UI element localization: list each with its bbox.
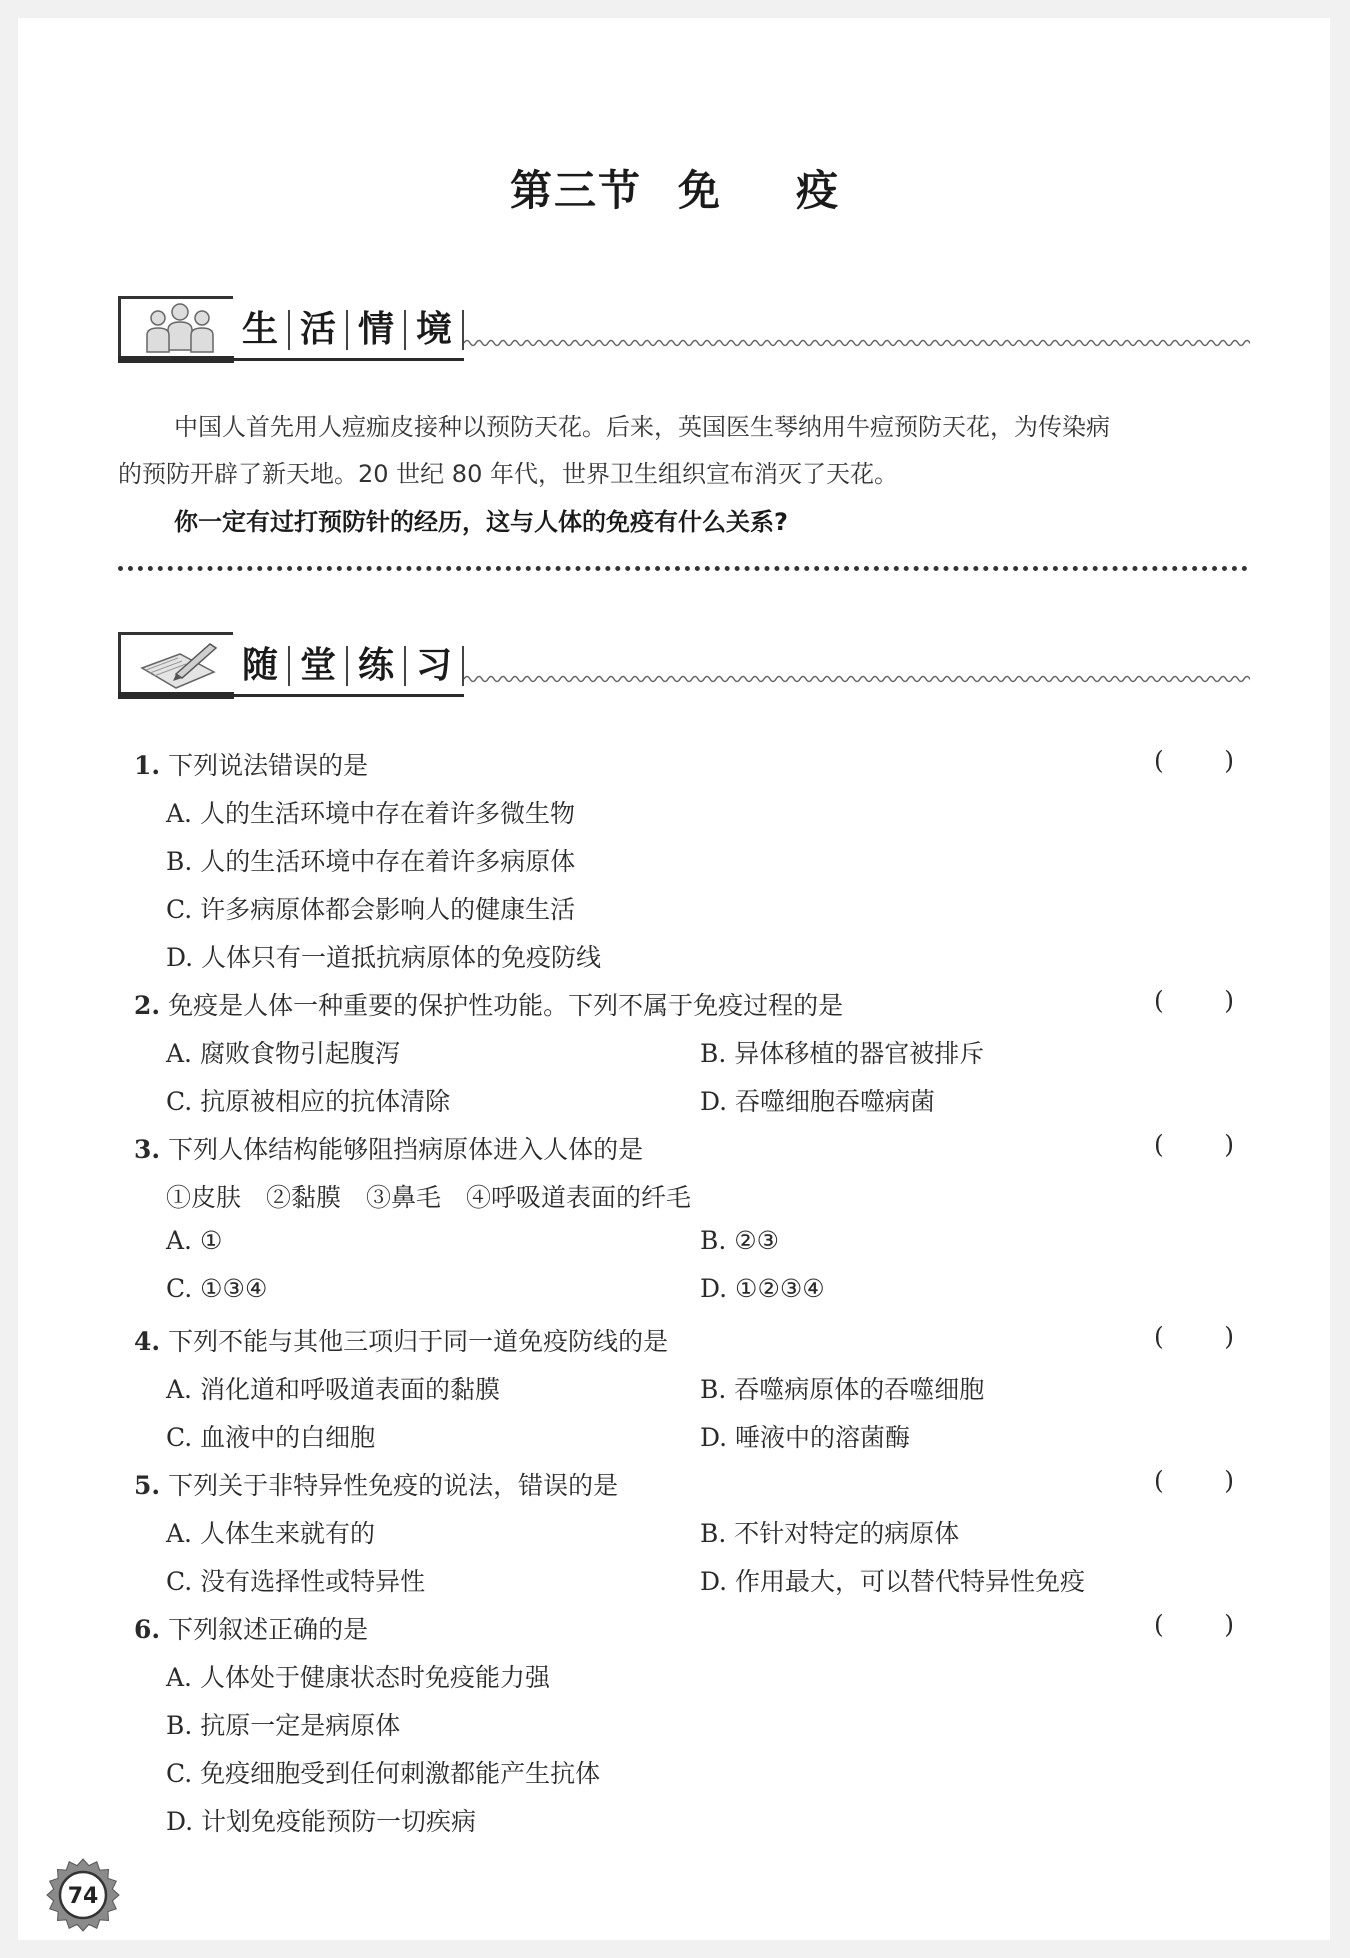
option-d: D. 吞噬细胞吞噬病菌 — [700, 1087, 936, 1116]
question-number: 5. — [134, 1471, 161, 1500]
question-1 — [134, 746, 1254, 782]
answer-blank[interactable]: ( ) — [1154, 746, 1234, 775]
option-b: B. 人的生活环境中存在着许多病原体 — [166, 847, 576, 876]
answer-blank[interactable]: ( ) — [1154, 1130, 1234, 1159]
question-4 — [134, 1322, 1254, 1358]
option-b: B. 吞噬病原体的吞噬细胞 — [700, 1375, 985, 1404]
option-c: C. 没有选择性或特异性 — [166, 1567, 426, 1596]
wavy-divider — [464, 336, 1250, 350]
option-b: B. 异体移植的器官被排斥 — [700, 1039, 985, 1068]
question-stem: 下列关于非特异性免疫的说法，错误的是 — [168, 1471, 619, 1500]
option-d: D. 计划免疫能预防一切疾病 — [166, 1807, 477, 1836]
section-title-char: 生 — [242, 309, 279, 350]
section-title-char: 活 — [288, 310, 346, 350]
section-header-life-scenario — [118, 296, 1240, 366]
people-group-icon — [138, 300, 222, 356]
option-c: C. 血液中的白细胞 — [166, 1423, 376, 1452]
section-title — [242, 638, 464, 694]
section-underline-thin — [234, 694, 464, 697]
answer-blank[interactable]: ( ) — [1154, 1322, 1234, 1351]
scenario-line: 中国人首先用人痘痂皮接种以预防天花。后来，英国医生琴纳用牛痘预防天花，为传染病 — [174, 413, 1110, 441]
option-c: C. ①③④ — [166, 1274, 268, 1303]
question-number: 2. — [134, 991, 161, 1020]
section-title-char: 境 — [404, 310, 464, 350]
option-a: A. 人体处于健康状态时免疫能力强 — [166, 1663, 550, 1692]
question-number: 1. — [134, 751, 161, 780]
section-underline-thin — [234, 358, 464, 361]
option-d: D. 作用最大，可以替代特异性免疫 — [700, 1567, 1086, 1596]
option-a: A. 人的生活环境中存在着许多微生物 — [166, 799, 575, 828]
title-part3: 疫 — [796, 166, 841, 215]
title-part2: 免 — [677, 166, 722, 215]
page-number: 74 — [67, 1884, 99, 1909]
question-6 — [134, 1610, 1254, 1646]
scenario-paragraph — [118, 404, 1246, 498]
question-stem: 下列叙述正确的是 — [168, 1615, 369, 1644]
option-a: A. ① — [166, 1226, 223, 1255]
question-5 — [134, 1466, 1254, 1502]
option-a: A. 腐败食物引起腹泻 — [166, 1039, 400, 1068]
section-title — [242, 302, 464, 358]
option-b: B. ②③ — [700, 1226, 780, 1255]
section-title-char: 练 — [346, 646, 404, 686]
question-number: 4. — [134, 1327, 161, 1356]
notebook-pen-icon — [136, 638, 224, 692]
section-underline — [118, 692, 234, 699]
page-title — [0, 158, 1350, 218]
section-title-char: 情 — [346, 310, 404, 350]
section-header-practice — [118, 632, 1240, 702]
option-d: D. ①②③④ — [700, 1274, 825, 1303]
option-a: A. 消化道和呼吸道表面的黏膜 — [166, 1375, 500, 1404]
section-underline — [118, 356, 234, 363]
answer-blank[interactable]: ( ) — [1154, 1466, 1234, 1495]
question-number: 3. — [134, 1135, 161, 1164]
option-c: C. 许多病原体都会影响人的健康生活 — [166, 895, 576, 924]
question-stem: 免疫是人体一种重要的保护性功能。下列不属于免疫过程的是 — [168, 991, 844, 1020]
question-3 — [134, 1130, 1254, 1166]
question-items: ①皮肤 ②黏膜 ③鼻毛 ④呼吸道表面的纤毛 — [166, 1183, 692, 1212]
scenario-question: 你一定有过打预防针的经历，这与人体的免疫有什么关系? — [174, 508, 788, 536]
question-number: 6. — [134, 1615, 161, 1644]
answer-blank[interactable]: ( ) — [1154, 1610, 1234, 1639]
question-stem: 下列不能与其他三项归于同一道免疫防线的是 — [168, 1327, 669, 1356]
scenario-line: 的预防开辟了新天地。20 世纪 80 年代，世界卫生组织宣布消灭了天花。 — [118, 460, 898, 488]
option-a: A. 人体生来就有的 — [166, 1519, 375, 1548]
option-c: C. 免疫细胞受到任何刺激都能产生抗体 — [166, 1759, 601, 1788]
section-title-char: 随 — [242, 645, 279, 686]
answer-blank[interactable]: ( ) — [1154, 986, 1234, 1015]
question-stem: 下列人体结构能够阻挡病原体进入人体的是 — [168, 1135, 644, 1164]
option-b: B. 不针对特定的病原体 — [700, 1519, 960, 1548]
title-part1: 第三节 — [509, 166, 642, 215]
page-number-badge — [46, 1858, 120, 1932]
option-d: D. 唾液中的溶菌酶 — [700, 1423, 911, 1452]
wavy-divider — [464, 672, 1250, 686]
section-title-char: 堂 — [288, 646, 346, 686]
section-title-char: 习 — [404, 646, 464, 686]
option-c: C. 抗原被相应的抗体清除 — [166, 1087, 451, 1116]
option-b: B. 抗原一定是病原体 — [166, 1711, 401, 1740]
option-d: D. 人体只有一道抵抗病原体的免疫防线 — [166, 943, 602, 972]
question-stem: 下列说法错误的是 — [168, 751, 369, 780]
dotted-divider — [118, 566, 1248, 571]
question-2 — [134, 986, 1254, 1022]
